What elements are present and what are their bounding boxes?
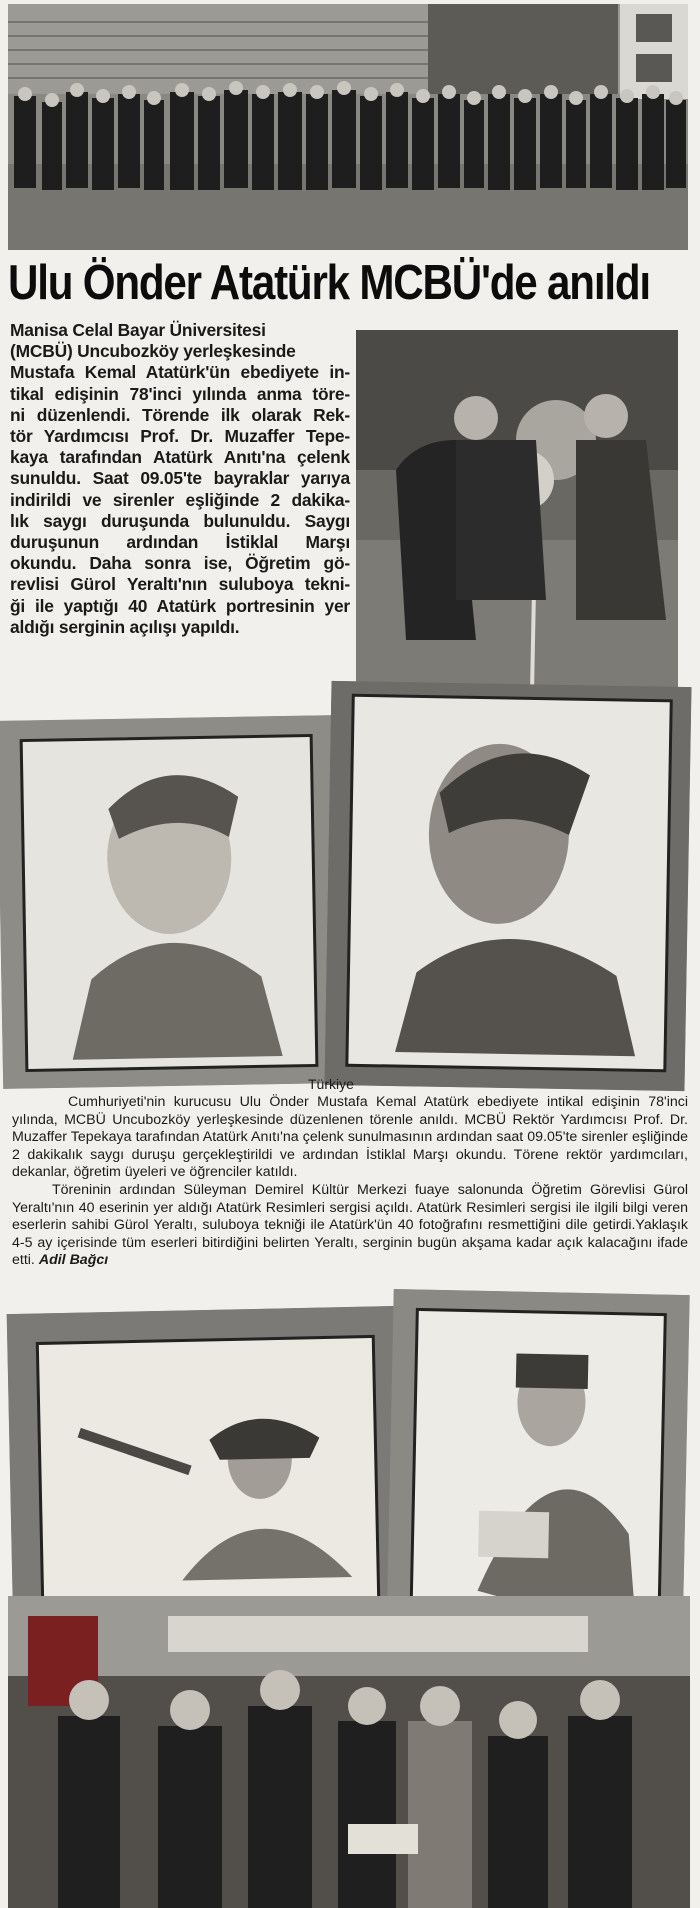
lead-line: tikal edişinin 78'inci yılında anma töre- <box>10 383 350 404</box>
paragraph <box>12 1182 688 1270</box>
ceremony-photo <box>8 4 688 250</box>
lead-line: duruşunun ardından İstiklal Marşı <box>10 532 350 553</box>
lead-line: kaya tarafından Atatürk Anıtı'na çelenk <box>10 447 350 468</box>
portrait-painting-photo <box>7 1306 406 1636</box>
lead-line: aldığı serginin açılışı yapıldı. <box>10 616 240 637</box>
lead-line: Manisa Celal Bayar Üniversitesi <box>10 320 266 340</box>
lead-line: (MCBÜ) Uncubozköy yerleşkesinde <box>10 341 296 362</box>
portrait-painting-photo <box>325 681 692 1091</box>
portrait-painting-photo <box>0 715 341 1089</box>
lead-line: tör Yardımcısı Prof. Dr. Muzaffer Tepe- <box>10 426 350 447</box>
paragraph: Cumhuriyeti'nin kurucusu Ulu Önder Mustafa Kemal Atatürk ebediyete intikal edişinin 78'inci yılında, MCBÜ Uncubozköy yerleşkesinde düzenlenen törenle anıldı. MCBÜ Rektör Yardımcısı Prof. Dr. Muzaffer Tepekaya tarafından Atatürk Anıtı'na çelenk sunulmasının ardından saat 09.05'te sirenler eşliğinde 2 dakikalık saygı duruşu gerçekleştirildi ve ardından İstiklal Marşı okundu. Törene rektör yardımcıları, dekanlar, öğretim üyeleri ve öğrenciler katıldı. <box>12 1094 688 1181</box>
lead-paragraph <box>10 320 350 638</box>
exhibition-group-photo <box>8 1596 690 1908</box>
lead-line: lık saygı duruşunda bulunuldu. Saygı <box>10 510 350 531</box>
lead-line: indirildi ve sirenler eşliğinde 2 dakika- <box>10 489 350 510</box>
headline: Ulu Önder Atatürk MCBÜ'de anıldı <box>8 256 650 310</box>
lead-line: okundu. Daha sonra ise, Öğretim gö- <box>10 553 350 574</box>
lead-line: revlisi Gürol Yeraltı'nın suluboya tekni- <box>10 574 350 595</box>
lead-line: ni düzenlendi. Törende ilk olarak Rek- <box>10 404 350 425</box>
lead-line: ği ile yaptığı 40 Atatürk portresinin yer <box>10 595 350 616</box>
body-text <box>12 1094 688 1270</box>
lead-line: sunuldu. Saat 09.05'te bayraklar yarıya <box>10 468 350 489</box>
lead-line: Mustafa Kemal Atatürk'ün ebediyete in- <box>10 362 350 383</box>
paragraph-text: Töreninin ardından Süleyman Demirel Kültür Merkezi fuaye salonunda Öğretim Görevlisi Gürol Yeraltı'nın 40 eserinin yer aldığı Atatürk Resimleri sergisi açıldı. Atatürk Resimleri sergisi ile ilgili bilgi veren eserlerin sahibi Gürol Yeraltı, suluboya tekniği ile Atatürk'ün 40 fotoğrafını resmettiğini dile getirdi.Yaklaşık 4-5 ay içerisinde tüm eserleri bitirdiğini belirten Yeraltı, serginin bugün akşama kadar açık kalacağını ifade etti. <box>12 1181 688 1269</box>
dateline: Türkiye <box>308 1076 354 1092</box>
wreath-laying-photo <box>356 330 678 692</box>
byline: Adil Bağcı <box>38 1252 109 1269</box>
